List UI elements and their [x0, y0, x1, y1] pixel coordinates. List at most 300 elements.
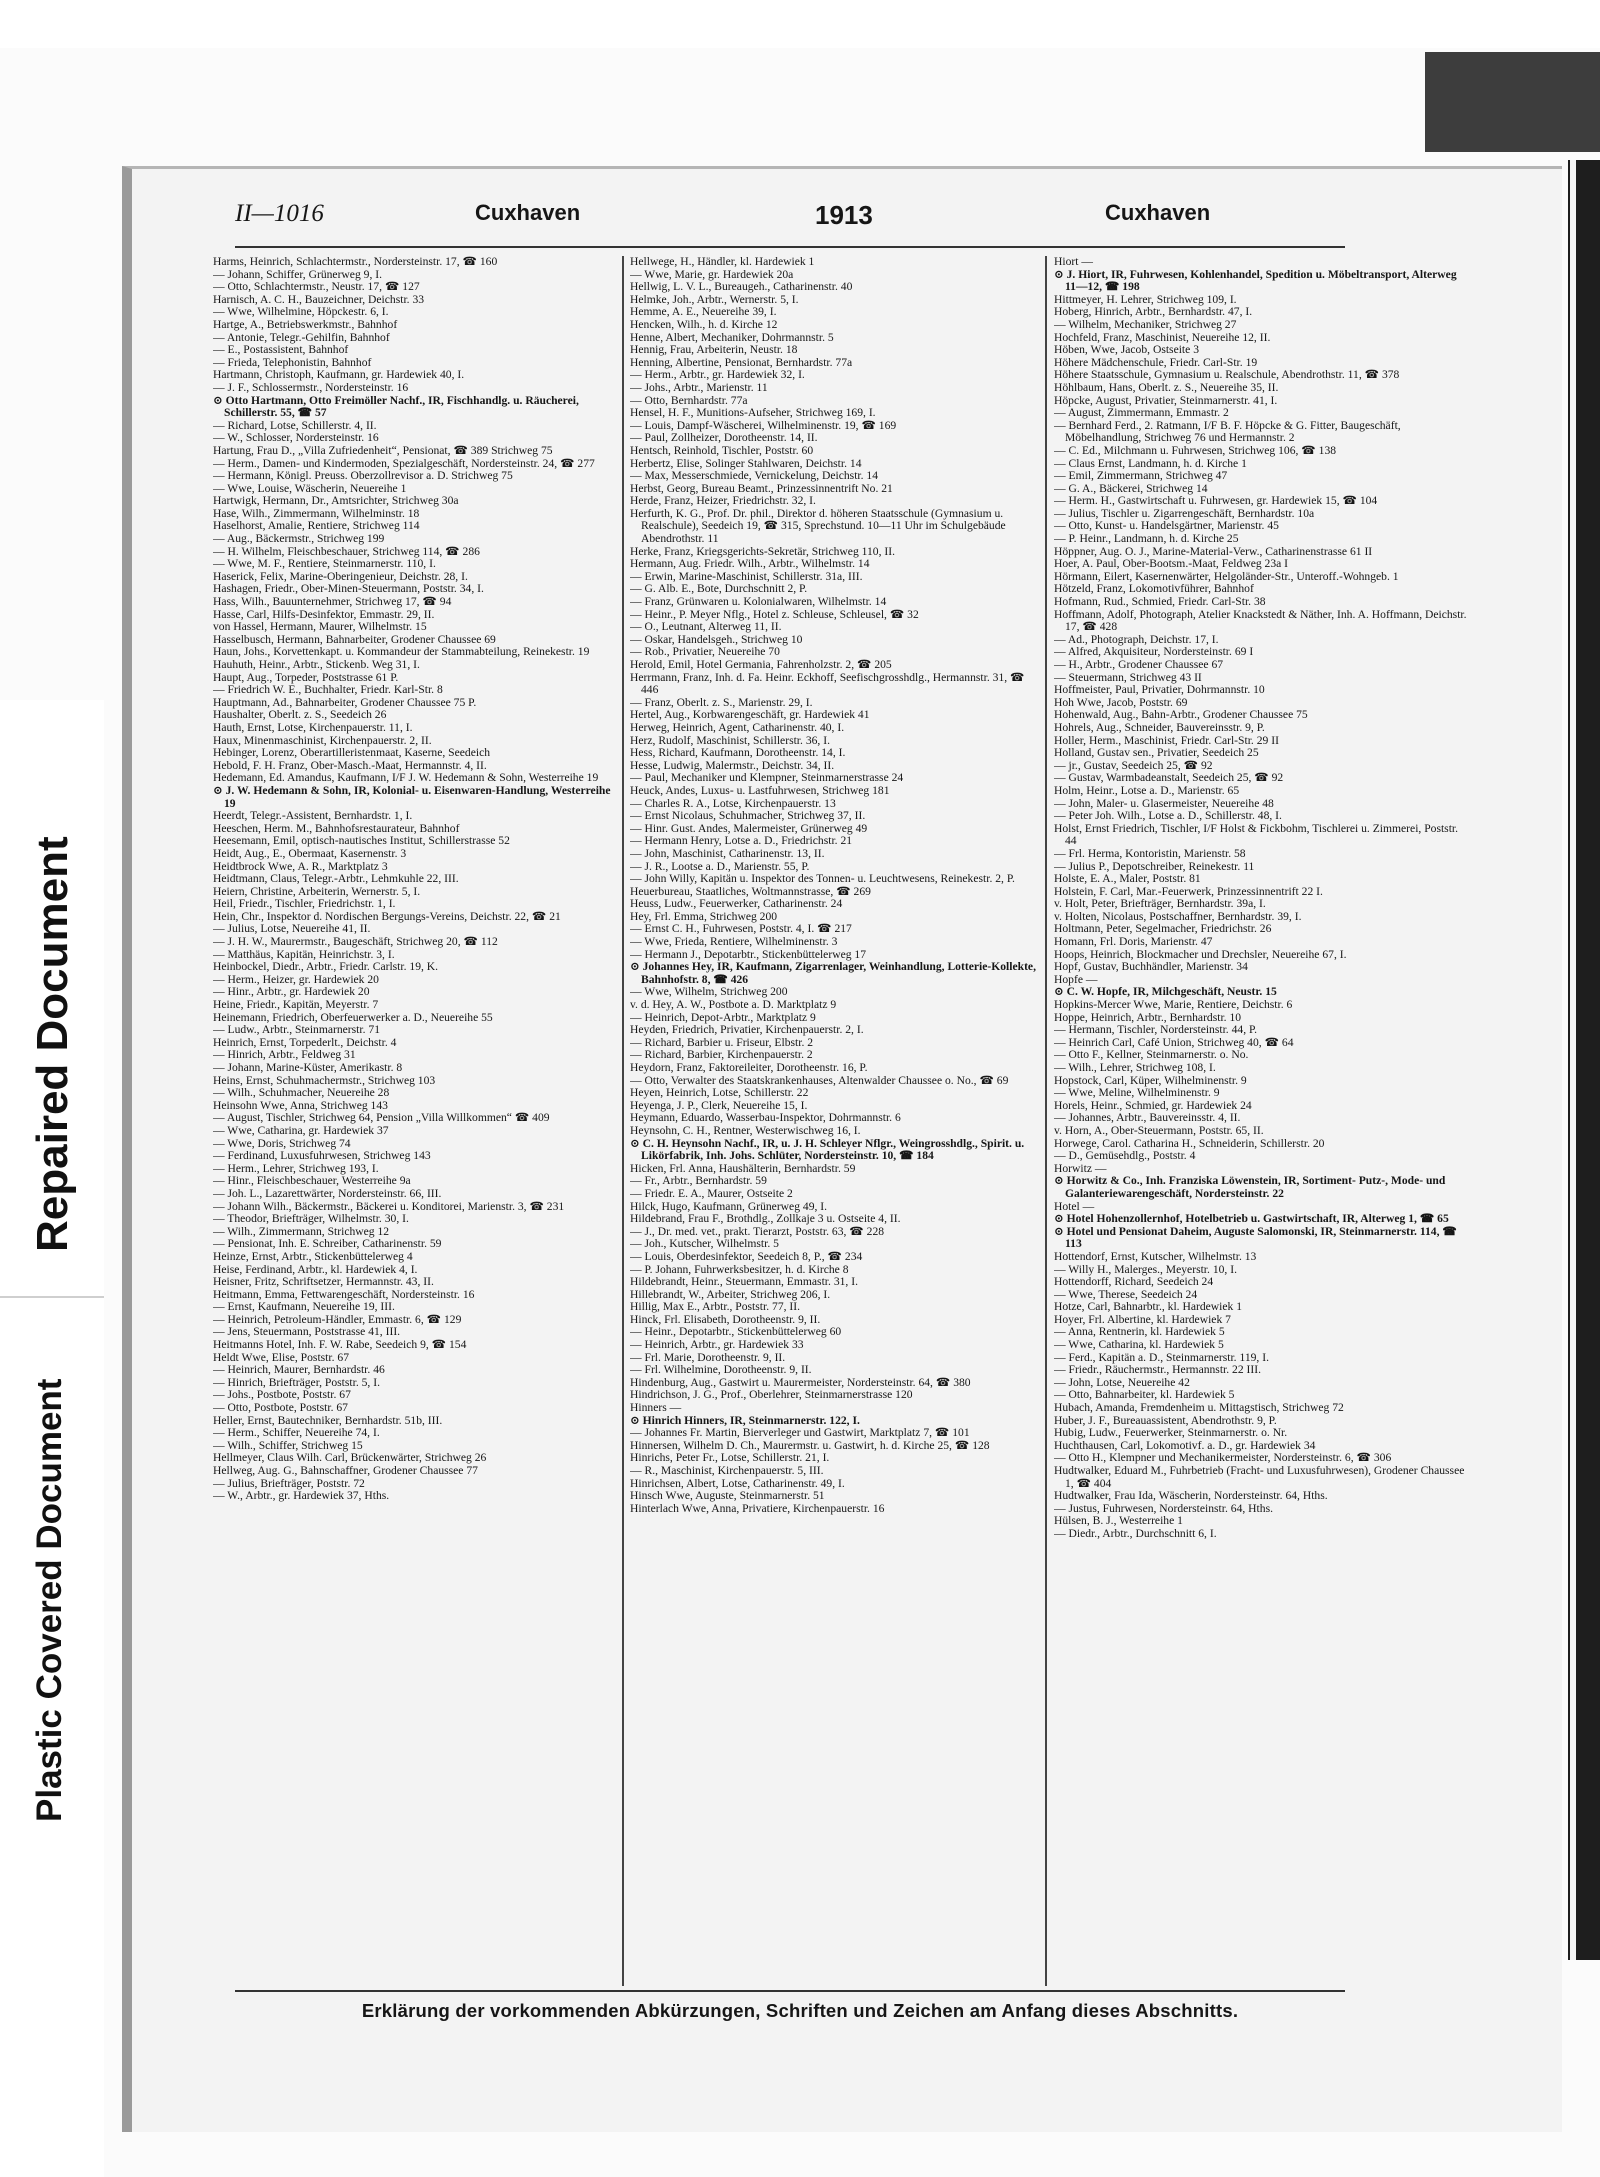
directory-entry: Haselhorst, Amalie, Rentiere, Strichweg 114 [213, 519, 420, 533]
directory-entry: Hörmann, Eilert, Kasernenwärter, Helgoländer-Str., Unteroff.-Wohngeb. 1 [1054, 569, 1399, 583]
directory-entry: — John, Maler- u. Glasermeister, Neuereihe 48 [1054, 796, 1274, 810]
directory-entry: Holler, Herm., Maschinist, Friedr. Carl-Str. 29 II [1054, 733, 1279, 747]
directory-entry: — Wilh., Schuhmacher, Neuereihe 28 [213, 1086, 390, 1100]
directory-entry: Herde, Franz, Heizer, Friedrichstr. 32, I. [630, 494, 816, 508]
directory-entry: Herz, Rudolf, Maschinist, Schillerstr. 36, I. [630, 733, 830, 747]
directory-entry: — Ernst Nicolaus, Schuhmacher, Strichweg 37, II. [630, 809, 866, 823]
directory-entry: — August, Tischler, Strichweg 64, Pension „Villa Willkommen“ ☎ 409 [213, 1111, 550, 1125]
directory-entry: — John, Lotse, Neuereihe 42 [1054, 1375, 1190, 1389]
page-gap [1570, 160, 1576, 1960]
directory-entry: Hiort — [1054, 256, 1093, 268]
directory-entry: — Oskar, Handelsgeh., Strichweg 10 [630, 632, 803, 646]
directory-entry: ⊙ C. W. Hopfe, IR, Milchgeschäft, Neustr. 15 [1054, 985, 1277, 999]
directory-entry: — Wwe, Meline, Wilhelminenstr. 9 [1054, 1086, 1220, 1100]
directory-entry: — Heinrich Carl, Café Union, Strichweg 40, ☎ 64 [1054, 1035, 1294, 1049]
directory-entry: Holste, E. A., Maler, Poststr. 81 [1054, 872, 1201, 886]
directory-entry: Hauhuth, Heinr., Arbtr., Stickenb. Weg 31, I. [213, 658, 420, 671]
directory-entry: Hess, Richard, Kaufmann, Dorotheenstr. 14, I. [630, 746, 846, 760]
directory-entry: Höpcke, August, Privatier, Steinmarnerstr. 41, I. [1054, 393, 1278, 407]
header-city-right: Cuxhaven [1105, 200, 1211, 225]
directory-entry: Huber, J. F., Bureauassistent, Abendrothstr. 9, P. [1054, 1413, 1277, 1427]
directory-entry: Hindrichson, J. G., Prof., Oberlehrer, Steinmarnerstrasse 120 [630, 1388, 913, 1402]
directory-entry: ⊙ J. Hiort, IR, Fuhrwesen, Kohlenhandel, Spedition u. Möbeltransport, Alterweg 11—12, ☎ 198 [1054, 267, 1457, 294]
directory-entry: — Herm., Arbtr., gr. Hardewiek 32, I. [630, 368, 805, 382]
directory-entry: Hasse, Carl, Hilfs-Desinfektor, Emmastr. 29, II. [213, 607, 435, 621]
directory-entry: — J. F., Schlossermstr., Nordersteinstr. 16 [213, 380, 409, 394]
directory-entry: — Wwe, Catharina, gr. Hardewiek 37 [213, 1123, 389, 1137]
directory-entry: — Franz, Oberlt. z. S., Marienstr. 29, I. [630, 695, 813, 709]
directory-entry: — Johs., Postbote, Poststr. 67 [213, 1388, 351, 1402]
directory-entry: — Heinrich, Arbtr., gr. Hardewiek 33 [630, 1338, 804, 1352]
directory-entry: Hellwege, H., Händler, kl. Hardewiek 1 [630, 256, 815, 268]
directory-entry: Heisner, Fritz, Schriftsetzer, Hermannstr. 43, II. [213, 1275, 434, 1289]
directory-entry: Harms, Heinrich, Schlachtermstr., Nordersteinstr. 17, ☎ 160 [213, 256, 498, 268]
directory-entry: — Max, Messerschmiede, Vernickelung, Deichstr. 14 [630, 469, 879, 483]
directory-entry: Heinze, Ernst, Arbtr., Stickenbüttelerweg 4 [213, 1249, 413, 1263]
directory-entry: Hoffmann, Adolf, Photograph, Atelier Knackstedt & Näther, Inh. A. Hoffmann, Deichstr. 17, ☎ 428 [1054, 607, 1467, 634]
directory-entry: Hildebrand, Frau F., Brothdlg., Zollkaje 3 u. Ostseite 4, II. [630, 1212, 901, 1226]
directory-entry: — Hermann Henry, Lotse a. D., Friedrichstr. 21 [630, 834, 853, 848]
directory-entry: — Otto, Bahnarbeiter, kl. Hardewiek 5 [1054, 1388, 1235, 1402]
directory-entry: Haushalter, Oberlt. z. S., Seedeich 26 [213, 708, 387, 722]
directory-entry: Hasselbusch, Hermann, Bahnarbeiter, Grodener Chaussee 69 [213, 632, 496, 646]
directory-entry: — John Willy, Kapitän u. Inspektor des Tonnen- u. Leuchtwesens, Reinekestr. 2, P. [630, 872, 1015, 886]
directory-entry: — P. Johann, Fuhrwerksbesitzer, h. d. Kirche 8 [630, 1262, 849, 1276]
directory-entry: Herold, Emil, Hotel Germania, Fahrenholzstr. 2, ☎ 205 [630, 658, 892, 671]
directory-entry: Herfurth, K. G., Prof. Dr. phil., Direktor d. höheren Staatsschule (Gymnasium u. Realschule), Seedeich 19, ☎ 315, Sprechstund. 10—11 Uhr im Schulgebäude Abendrothstr. 11 [630, 506, 1006, 546]
directory-entry: — Herm., Schiffer, Neuereihe 74, I. [213, 1426, 380, 1440]
directory-entry: Heldt Wwe, Elise, Poststr. 67 [213, 1350, 350, 1364]
directory-entry: — Erwin, Marine-Maschinist, Schillerstr. 31a, III. [630, 569, 863, 583]
directory-entry: Heyenga, J. P., Clerk, Neuereihe 15, I. [630, 1098, 808, 1112]
directory-entry: — Wwe, Marie, gr. Hardewiek 20a [630, 267, 794, 281]
directory-entry: Hillebrandt, W., Arbeiter, Strichweg 206, I. [630, 1287, 831, 1301]
directory-entry: — J. H. W., Maurermstr., Baugeschäft, Strichweg 20, ☎ 112 [213, 935, 498, 949]
directory-entry: ⊙ Horwitz & Co., Inh. Franziska Löwenstein, IR, Sortiment- Putz-, Mode- und Galanteriewarengeschäft, Nordersteinstr. 22 [1054, 1174, 1446, 1200]
directory-entry: Heinemann, Friedrich, Oberfeuerwerker a. D., Neuereihe 55 [213, 1010, 493, 1024]
directory-entry: — Julius, Briefträger, Poststr. 72 [213, 1476, 365, 1490]
directory-entry: — Hermann, Tischler, Nordersteinstr. 44, P. [1054, 1023, 1258, 1037]
directory-entry: — Ad., Photograph, Deichstr. 17, I. [1054, 632, 1219, 646]
directory-entry: — Friedr. E. A., Maurer, Ostseite 2 [630, 1186, 793, 1200]
header-rule [235, 246, 1345, 248]
directory-entry: Heller, Ernst, Bautechniker, Bernhardstr. 51b, III. [213, 1413, 443, 1427]
directory-entry: — G. A., Bäckerei, Strichweg 14 [1054, 481, 1208, 495]
directory-entry: — Peter Joh. Wilh., Lotse a. D., Schillerstr. 48, I. [1054, 809, 1282, 823]
directory-entry: — Theodor, Briefträger, Wilhelmstr. 30, I. [213, 1212, 409, 1226]
directory-entry: Hoops, Heinrich, Blockmacher und Drechsler, Neuereihe 67, I. [1054, 947, 1347, 961]
directory-entry: ⊙ J. W. Hedemann & Sohn, IR, Kolonial- u. Eisenwaren-Handlung, Westerreihe 19 [213, 783, 611, 810]
directory-entry: — Frl. Marie, Dorotheenstr. 9, II. [630, 1350, 786, 1364]
directory-entry: — J., Dr. med. vet., prakt. Tierarzt, Poststr. 63, ☎ 228 [630, 1224, 885, 1238]
directory-entry: Hebold, F. H. Franz, Ober-Masch.-Maat, Hermannstr. 4, II. [213, 758, 487, 772]
directory-entry: Herbertz, Elise, Solinger Stahlwaren, Deichstr. 14 [630, 456, 862, 470]
directory-entry: Heidtmann, Claus, Telegr.-Arbtr., Lehmkuhle 22, III. [213, 872, 459, 886]
directory-entry: — J. R., Lootse a. D., Marienstr. 55, P. [630, 859, 810, 873]
page-number: II—1016 [235, 200, 324, 227]
directory-entry: — Hinrich, Arbtr., Feldweg 31 [213, 1048, 356, 1062]
directory-entry: — Paul, Zollheizer, Dorotheenstr. 14, II. [630, 431, 818, 445]
directory-entry: Heinrich, Ernst, Torpederlt., Deichstr. 4 [213, 1035, 397, 1049]
directory-entry: — Frl. Herma, Kontoristin, Marienstr. 58 [1054, 846, 1246, 860]
column-divider [622, 256, 624, 1986]
directory-entry: — Wwe, Wilhelmine, Höpckestr. 6, I. [213, 305, 389, 319]
directory-entry: — Ernst C. H., Fuhrwesen, Poststr. 4, I. ☎ 217 [630, 922, 852, 936]
directory-entry: — Johannes Fr. Martin, Bierverleger und Gastwirt, Marktplatz 7, ☎ 101 [630, 1426, 970, 1440]
directory-entry: Hoppe, Heinrich, Arbtr., Bernhardstr. 10 [1054, 1010, 1242, 1024]
directory-entry: — Heinr., P. Meyer Nflg., Hotel z. Schleuse, Schleusel, ☎ 32 [630, 607, 919, 621]
directory-entry: Haserick, Felix, Marine-Oberingenieur, Deichstr. 28, I. [213, 569, 468, 583]
directory-entry: — Aug., Bäckermstr., Strichweg 199 [213, 532, 385, 546]
directory-entry: Hass, Wilh., Bauunternehmer, Strichweg 17, ☎ 94 [213, 595, 452, 609]
directory-entry: Hellmeyer, Claus Wilh. Carl, Brückenwärter, Strichweg 26 [213, 1451, 487, 1465]
directory-entry: Hicken, Frl. Anna, Haushälterin, Bernhardstr. 59 [630, 1161, 856, 1175]
directory-entry: von Hassel, Hermann, Maurer, Wilhelmstr. 15 [213, 620, 427, 634]
directory-entry: Hellweg, Aug. G., Bahnschaffner, Grodener Chaussee 77 [213, 1464, 478, 1477]
directory-entry: — Wilhelm, Mechaniker, Strichweg 27 [1054, 317, 1237, 331]
directory-entry: — Frl. Wilhelmine, Dorotheenstr. 9, II. [630, 1363, 812, 1377]
directory-entry: Hotel — [1054, 1199, 1095, 1213]
page-header [235, 200, 1335, 240]
scanner-shadow [1425, 52, 1600, 152]
directory-entry: Hoyer, Frl. Albertine, kl. Hardewiek 7 [1054, 1312, 1231, 1326]
directory-entry: — W., Schlosser, Nordersteinstr. 16 [213, 431, 379, 445]
directory-entry: Hittmeyer, H. Lehrer, Strichweg 109, I. [1054, 292, 1237, 306]
directory-entry: — Franz, Grünwaren u. Kolonialwaren, Wilhelmstr. 14 [630, 595, 887, 609]
directory-entry: Herbst, Georg, Bureau Beamt., Prinzessinnentrift No. 21 [630, 481, 893, 495]
directory-entry: — Antonie, Telegr.-Gehilfin, Bahnhof [213, 330, 390, 344]
directory-entry: — D., Gemüsehdlg., Poststr. 4 [1054, 1149, 1196, 1163]
directory-entry: — Ludw., Arbtr., Steinmarnerstr. 71 [213, 1023, 381, 1037]
directory-entry: Hotze, Carl, Bahnarbtr., kl. Hardewiek 1 [1054, 1300, 1243, 1314]
directory-entry: — Fr., Arbtr., Bernhardstr. 59 [630, 1174, 767, 1188]
directory-entry: — Ernst, Kaufmann, Neuereihe 19, III. [213, 1300, 395, 1314]
directory-entry: Hellwig, L. V. L., Bureaugeh., Catharinenstr. 40 [630, 280, 853, 294]
directory-entry: — Jens, Steuermann, Poststrasse 41, III. [213, 1325, 401, 1339]
directory-entry: Hertel, Aug., Korbwarengeschäft, gr. Hardewiek 41 [630, 708, 870, 722]
directory-entry: Horwitz — [1054, 1161, 1107, 1175]
directory-entry: — jr., Gustav, Seedeich 25, ☎ 92 [1054, 758, 1213, 772]
directory-entry: Hinterlach Wwe, Anna, Privatiere, Kirchenpauerstr. 16 [630, 1501, 885, 1515]
directory-entry: Hubach, Amanda, Fremdenheim u. Mittagstisch, Strichweg 72 [1054, 1401, 1344, 1415]
directory-entry: Hebinger, Lorenz, Oberartilleristenmaat, Kaserne, Seedeich [213, 746, 491, 760]
directory-entry: — Otto, Kunst- u. Handelsgärtner, Marienstr. 45 [1054, 519, 1279, 533]
directory-entry: — Wwe, Louise, Wäscherin, Neuereihe 1 [213, 481, 407, 495]
directory-entry: Heuerbureau, Staatliches, Woltmannstrasse, ☎ 269 [630, 884, 871, 898]
directory-entry: — P. Heinr., Landmann, h. d. Kirche 25 [1054, 532, 1239, 546]
directory-entry: Heinbockel, Diedr., Arbtr., Friedr. Carlstr. 19, K. [213, 960, 439, 974]
directory-entry: — Louis, Oberdesinfektor, Seedeich 8, P., ☎ 234 [630, 1249, 863, 1263]
directory-entry: — Paul, Mechaniker und Klempner, Steinmarnerstrasse 24 [630, 771, 904, 785]
directory-entry: — Emil, Zimmermann, Strichweg 47 [1054, 469, 1228, 483]
directory-entry: — Johannes, Arbtr., Bauvereinsstr. 4, II. [1054, 1111, 1241, 1125]
directory-entry: — Wwe, Therese, Seedeich 24 [1054, 1287, 1198, 1301]
directory-entry: Heyden, Friedrich, Privatier, Kirchenpauerstr. 2, I. [630, 1023, 864, 1037]
directory-entry: — Claus Ernst, Landmann, h. d. Kirche 1 [1054, 456, 1247, 470]
directory-entry: Hildebrandt, Heinr., Steuermann, Emmastr. 31, I. [630, 1275, 858, 1289]
directory-entry: Hudtwalker, Eduard M., Fuhrbetrieb (Fracht- und Luxusfuhrwesen), Grodener Chaussee 1, ☎ 404 [1054, 1464, 1465, 1490]
directory-entry: Hottendorf, Ernst, Kutscher, Wilhelmstr. 13 [1054, 1249, 1257, 1263]
directory-entry: Haun, Johs., Korvettenkapt. u. Kommandeur der Stammabteilung, Reinekestr. 19 [213, 645, 590, 659]
directory-entry: Hopf, Gustav, Buchhändler, Marienstr. 34 [1054, 960, 1248, 974]
directory-entry: Hindenburg, Aug., Gastwirt u. Maurermeister, Nordersteinstr. 64, ☎ 380 [630, 1375, 971, 1389]
directory-entry: — Wwe, Catharina, kl. Hardewiek 5 [1054, 1338, 1224, 1352]
directory-entry: Hartge, A., Betriebswerkmstr., Bahnhof [213, 317, 398, 331]
directory-entry: ⊙ Hotel Hohenzollernhof, Hotelbetrieb u. Gastwirtschaft, IR, Alterweg 1, ☎ 65 [1054, 1212, 1449, 1226]
header-year: 1913 [815, 200, 873, 230]
directory-entry: Heidt, Aug., E., Obermaat, Kasernenstr. 3 [213, 846, 407, 860]
directory-entry: Hoer, A. Paul, Ober-Bootsm.-Maat, Feldweg 23a I [1054, 557, 1289, 571]
directory-entry: Hudtwalker, Frau Ida, Wäscherin, Nordersteinstr. 64, Hths. [1054, 1489, 1328, 1503]
directory-entry: — Otto H., Klempner und Mechanikermeister, Nordersteinstr. 6, ☎ 306 [1054, 1451, 1392, 1465]
directory-entry: — W., Arbtr., gr. Hardewiek 37, Hths. [213, 1489, 390, 1503]
directory-entry: — G. Alb. E., Bote, Durchschnitt 2, P. [630, 582, 808, 596]
directory-entry: — Hinr., Fleischbeschauer, Westerreihe 9a [213, 1174, 411, 1188]
directory-entry: Hesse, Ludwig, Malermstr., Deichstr. 34, II. [630, 758, 835, 772]
directory-entry: — Otto, Bernhardstr. 77a [630, 393, 748, 407]
directory-entry: Hensel, H. F., Munitions-Aufseher, Strichweg 169, I. [630, 406, 876, 420]
directory-entry: Heine, Friedr., Kapitän, Meyerstr. 7 [213, 998, 379, 1012]
directory-entry: Hinrichsen, Albert, Lotse, Catharinenstr. 49, I. [630, 1476, 845, 1490]
directory-entry: Horels, Heinr., Schmied, gr. Hardewiek 24 [1054, 1098, 1252, 1112]
directory-entry: — Johann, Marine-Küster, Amerikastr. 8 [213, 1061, 403, 1074]
directory-entry: Holland, Gustav sen., Privatier, Seedeich 25 [1054, 746, 1259, 760]
directory-entry: Helmke, Joh., Arbtr., Wernerstr. 5, I. [630, 292, 799, 306]
directory-entry: Haupt, Aug., Torpeder, Poststrasse 61 P. [213, 670, 399, 684]
directory-entry: Hinck, Frl. Elisabeth, Dorotheenstr. 9, II. [630, 1312, 821, 1326]
directory-entry: Hülsen, B. J., Westerreihe 1 [1054, 1514, 1183, 1528]
directory-entry: Haux, Minenmaschinist, Kirchenpauerstr. 2, II. [213, 733, 432, 747]
directory-entry: — Wwe, Frieda, Rentiere, Wilhelminenstr. 3 [630, 935, 838, 949]
directory-entry: — O., Leutnant, Alterweg 11, II. [630, 620, 782, 634]
directory-entry: — August, Zimmermann, Emmastr. 2 [1054, 406, 1229, 420]
directory-entry: Hilck, Hugo, Kaufmann, Grünerweg 49, I. [630, 1199, 828, 1213]
directory-entry: Hedemann, Ed. Amandus, Kaufmann, I/F J. W. Hedemann & Sohn, Westerreihe 19 [213, 771, 599, 785]
directory-entry: — C. Ed., Milchmann u. Fuhrwesen, Strichweg 106, ☎ 138 [1054, 443, 1337, 457]
directory-entry: — H., Arbtr., Grodener Chaussee 67 [1054, 658, 1224, 671]
directory-entry: — Johann Wilh., Bäckermstr., Bäckerei u. Konditorei, Marienstr. 3, ☎ 231 [213, 1199, 565, 1213]
directory-entry: Höben, Wwe, Jacob, Ostseite 3 [1054, 343, 1199, 357]
directory-entry: — Frieda, Telephonistin, Bahnhof [213, 355, 372, 369]
directory-entry: — Otto, Postbote, Poststr. 67 [213, 1401, 348, 1415]
directory-entry: Herke, Franz, Kriegsgerichts-Sekretär, Strichweg 110, II. [630, 544, 896, 558]
directory-entry: Heymann, Eduardo, Wasserbau-Inspektor, Dohrmannstr. 6 [630, 1111, 901, 1125]
directory-entry: v. Holt, Peter, Briefträger, Bernhardstr. 39a, I. [1054, 897, 1266, 911]
directory-entry: ⊙ Johannes Hey, IR, Kaufmann, Zigarrenlager, Weinhandlung, Lotterie-Kollekte, Bahnhofstr. 8, ☎ 426 [630, 960, 1036, 986]
directory-entry: — John, Maschinist, Catharinenstr. 13, II. [630, 846, 825, 860]
directory-entry: ⊙ Hotel und Pensionat Daheim, Auguste Salomonski, IR, Steinmarnerstr. 114, ☎ 113 [1054, 1224, 1457, 1251]
directory-entry: Hubig, Ludw., Feuerwerker, Steinmarnerstr. o. Nr. [1054, 1426, 1288, 1440]
directory-entry: Hey, Frl. Emma, Strichweg 200 [630, 909, 778, 923]
directory-entry: ⊙ C. H. Heynsohn Nachf., IR, u. J. H. Schleyer Nflgr., Weingrosshdlg., Spirit. u. Likörfabrik, Inh. Johs. Schlüter, Nordersteinstr. 10, ☎ 184 [630, 1136, 1025, 1163]
directory-entry: — Willy H., Malerges., Meyerstr. 10, I. [1054, 1262, 1237, 1276]
directory-entry: Heesemann, Emil, optisch-nautisches Institut, Schillerstrasse 52 [213, 834, 510, 848]
directory-entry: — Herm. H., Gastwirtschaft u. Fuhrwesen, gr. Hardewiek 15, ☎ 104 [1054, 494, 1378, 508]
directory-entry: Hoberg, Hinrich, Arbtr., Bernhardstr. 47, I. [1054, 305, 1253, 319]
directory-entry: — Johs., Arbtr., Marienstr. 11 [630, 380, 768, 394]
directory-entry: — Joh. L., Lazarettwärter, Nordersteinstr. 66, III. [213, 1186, 442, 1200]
directory-entry: — Louis, Dampf-Wäscherei, Wilhelminenstr. 19, ☎ 169 [630, 418, 897, 432]
directory-entry: — Wwe, Wilhelm, Strichweg 200 [630, 985, 788, 999]
directory-entry: — Matthäus, Kapitän, Heinrichstr. 3, I. [213, 947, 395, 961]
header-city-left: Cuxhaven [475, 200, 581, 225]
directory-entry: Huchthausen, Carl, Lokomotivf. a. D., gr. Hardewiek 34 [1054, 1438, 1316, 1452]
directory-entry: — Hinrich, Briefträger, Poststr. 5, I. [213, 1375, 380, 1389]
directory-entry: Hinrichs, Peter Fr., Lotse, Schillerstr. 21, I. [630, 1451, 830, 1465]
directory-entry: — Friedrich W. E., Buchhalter, Friedr. Karl-Str. 8 [213, 683, 443, 697]
directory-entry: v. Holten, Nicolaus, Postschaffner, Bernhardstr. 39, I. [1054, 909, 1302, 923]
directory-entry: Heeschen, Herm. M., Bahnhofsrestaurateur, Bahnhof [213, 821, 460, 835]
directory-entry: Holstein, F. Carl, Mar.-Feuerwerk, Prinzessinnentrift 22 I. [1054, 884, 1323, 898]
directory-entry: — Joh., Kutscher, Wilhelmstr. 5 [630, 1237, 779, 1251]
directory-entry: — Richard, Barbier, Kirchenpauerstr. 2 [630, 1048, 813, 1062]
directory-entry: Heuck, Andes, Luxus- u. Lastfuhrwesen, Strichweg 181 [630, 783, 890, 797]
directory-entry: Hentsch, Reinhold, Tischler, Poststr. 60 [630, 443, 814, 457]
directory-entry: — Julius, Tischler u. Zigarrengeschäft, Bernhardstr. 10a [1054, 506, 1315, 520]
directory-entry: Heitmanns Hotel, Inh. F. W. Rabe, Seedeich 9, ☎ 154 [213, 1338, 467, 1352]
directory-entry: Höhere Mädchenschule, Friedr. Carl-Str. 19 [1054, 355, 1258, 369]
directory-entry: — Otto F., Kellner, Steinmarnerstr. o. No. [1054, 1048, 1249, 1062]
directory-entry: Holm, Heinr., Lotse a. D., Marienstr. 65 [1054, 783, 1240, 797]
directory-entry: Henne, Albert, Mechaniker, Dohrmannstr. 5 [630, 330, 834, 344]
directory-entry: — Julius, Lotse, Neuereihe 41, II. [213, 922, 371, 936]
repaired-document-label: Repaired Document [28, 836, 77, 1252]
directory-entry: — Johann, Schiffer, Grünerweg 9, I. [213, 267, 382, 281]
directory-entry: Hartmann, Christoph, Kaufmann, gr. Hardewiek 40, I. [213, 368, 465, 382]
directory-entry: Holst, Ernst Friedrich, Tischler, I/F Holst & Fickbohm, Tischlerei u. Zimmerei, Poststr. 44 [1054, 821, 1459, 848]
directory-entry: Hauptmann, Ad., Bahnarbeiter, Grodener Chaussee 75 P. [213, 695, 477, 709]
directory-entry: — Wwe, M. F., Rentiere, Steinmarnerstr. 110, I. [213, 557, 436, 571]
directory-entry: — Ferd., Kapitän a. D., Steinmarnerstr. 119, I. [1054, 1350, 1269, 1364]
directory-entry: Hashagen, Friedr., Ober-Minen-Steuermann, Poststr. 34, I. [213, 582, 484, 596]
directory-entry: Hohrels, Aug., Schneider, Bauvereinsstr. 9, P. [1054, 720, 1265, 734]
directory-entry: — Hermann, Königl. Preuss. Oberzollrevisor a. D. Strichweg 75 [213, 469, 513, 483]
directory-entry: — E., Postassistent, Bahnhof [213, 343, 349, 357]
directory-entry: — H. Wilhelm, Fleischbeschauer, Strichweg 114, ☎ 286 [213, 544, 480, 558]
directory-entry: — Otto, Verwalter des Staatskrankenhauses, Altenwalder Chaussee o. No., ☎ 69 [630, 1073, 1009, 1087]
directory-entry: Hopstock, Carl, Küper, Wilhelminenstr. 9 [1054, 1073, 1247, 1087]
directory-entry: Horwege, Carol. Catharina H., Schneiderin, Schillerstr. 20 [1054, 1136, 1325, 1150]
directory-entry: ⊙ Hinrich Hinners, IR, Steinmarnerstr. 122, I. [630, 1413, 860, 1427]
directory-entry: Hein, Chr., Inspektor d. Nordischen Bergungs-Vereins, Deichstr. 22, ☎ 21 [213, 909, 561, 923]
directory-entry: Hase, Wilh., Zimmermann, Wilhelminstr. 18 [213, 506, 420, 520]
directory-entry: Hoffmeister, Paul, Privatier, Dohrmannstr. 10 [1054, 683, 1265, 697]
directory-entry: — Anna, Rentnerin, kl. Hardewiek 5 [1054, 1325, 1225, 1339]
directory-entry: — Bernhard Ferd., 2. Ratmann, I/F B. F. Höpcke & G. Fitter, Baugeschäft, Möbelhandlung, Strichweg 76 und Hermannstr. 2 [1054, 418, 1401, 445]
directory-entry: Heuss, Ludw., Feuerwerker, Catharinenstr. 24 [630, 897, 843, 911]
directory-entry: Heyen, Heinrich, Lotse, Schillerstr. 22 [630, 1086, 809, 1100]
directory-entry: Heidtbrock Wwe, A. R., Marktplatz 3 [213, 859, 388, 873]
directory-entry: Heinsohn Wwe, Anna, Strichweg 143 [213, 1098, 388, 1112]
directory-entry: — Herm., Damen- und Kindermoden, Spezialgeschäft, Nordersteinstr. 24, ☎ 277 [213, 456, 595, 470]
directory-entry: — Heinrich, Maurer, Bernhardstr. 46 [213, 1363, 385, 1377]
directory-entry: Heynsohn, C. H., Rentner, Westerwischweg 16, I. [630, 1123, 861, 1137]
directory-entry: Herweg, Heinrich, Agent, Catharinenstr. 40, I. [630, 720, 845, 734]
directory-entry: — Pensionat, Inh. E. Schreiber, Catharinenstr. 59 [213, 1237, 442, 1251]
directory-entry: Hohenwald, Aug., Bahn-Arbtr., Grodener Chaussee 75 [1054, 708, 1308, 722]
directory-entry: Hauth, Ernst, Lotse, Kirchenpauerstr. 11, I. [213, 720, 413, 734]
directory-entry: Heerdt, Telegr.-Assistent, Bernhardstr. 1, I. [213, 809, 413, 823]
footer-note: Erklärung der vorkommenden Abkürzungen, Schriften und Zeichen am Anfang dieses Abschnitts. [361, 2000, 1239, 2021]
directory-entry: — Richard, Barbier u. Friseur, Elbstr. 2 [630, 1035, 814, 1049]
directory-entry: Höppner, Aug. O. J., Marine-Material-Verw., Catharinenstrasse 61 II [1054, 544, 1373, 558]
directory-entry: — Hinr., Arbtr., gr. Hardewiek 20 [213, 985, 370, 999]
directory-entry: Henning, Albertine, Pensionat, Bernhardstr. 77a [630, 355, 853, 369]
directory-entry: Heiern, Christine, Arbeiterin, Wernerstr. 5, I. [213, 884, 421, 898]
directory-entry: — Julius P., Depotschreiber, Reinekestr. 11 [1054, 859, 1255, 873]
directory-entry: — Wilh., Zimmermann, Strichweg 12 [213, 1224, 390, 1238]
directory-column-3 [1054, 256, 1469, 1986]
directory-entry: v. Horn, A., Ober-Steuermann, Poststr. 65, II. [1054, 1123, 1264, 1137]
plastic-covered-document-label: Plastic Covered Document [30, 1378, 69, 1822]
directory-entry: Hennig, Frau, Arbeiterin, Neustr. 18 [630, 343, 798, 357]
directory-entry: Hinnersen, Wilhelm D. Ch., Maurermstr. u. Gastwirt, h. d. Kirche 25, ☎ 128 [630, 1438, 990, 1452]
directory-entry: Homann, Frl. Doris, Marienstr. 47 [1054, 935, 1213, 949]
directory-entry: — Hermann J., Depotarbtr., Stickenbüttelerweg 17 [630, 947, 867, 961]
directory-column-1 [213, 256, 618, 1986]
directory-entry: Höhere Staatsschule, Gymnasium u. Realschule, Abendrothstr. 11, ☎ 378 [1054, 368, 1400, 382]
directory-entry: Hötzeld, Franz, Lokomotivführer, Bahnhof [1054, 582, 1254, 596]
directory-entry: Hottendorff, Richard, Seedeich 24 [1054, 1275, 1214, 1289]
directory-entry: — Herm., Lehrer, Strichweg 193, I. [213, 1161, 379, 1175]
side-label-divider [0, 1296, 104, 1298]
directory-entry: Herrmann, Franz, Inh. d. Fa. Heinr. Eckhoff, Seefischgrosshdlg., Hermannstr. 31, ☎ 446 [630, 670, 1025, 697]
column-divider [1045, 256, 1047, 1986]
directory-entry: Hencken, Wilh., h. d. Kirche 12 [630, 317, 778, 331]
directory-entry: — Justus, Fuhrwesen, Nordersteinstr. 64, Hths. [1054, 1501, 1273, 1515]
directory-entry: Heitmann, Emma, Fettwarengeschäft, Nordersteinstr. 16 [213, 1287, 475, 1301]
directory-entry: Heise, Ferdinand, Arbtr., kl. Hardewiek 4, I. [213, 1262, 418, 1276]
directory-entry: Hinners — [630, 1401, 682, 1415]
directory-entry: Hillig, Max E., Arbtr., Poststr. 77, II. [630, 1300, 801, 1314]
directory-entry: — Richard, Lotse, Schillerstr. 4, II. [213, 418, 377, 432]
directory-entry: Hopkins-Mercer Wwe, Marie, Rentiere, Deichstr. 6 [1054, 998, 1293, 1012]
directory-entry: Hartwigk, Hermann, Dr., Amtsrichter, Strichweg 30a [213, 494, 459, 508]
directory-entry: Heil, Friedr., Tischler, Friedrichstr. 1, I. [213, 897, 396, 911]
directory-entry: Holtmann, Peter, Segelmacher, Friedrichstr. 26 [1054, 922, 1272, 936]
directory-entry: — Heinrich, Depot-Arbtr., Marktplatz 9 [630, 1010, 816, 1024]
directory-entry: — Alfred, Akquisiteur, Nordersteinstr. 69 I [1054, 645, 1254, 659]
directory-entry: Hopfe — [1054, 972, 1098, 986]
directory-entry: — Heinr., Depotarbtr., Stickenbüttelerweg 60 [630, 1325, 842, 1339]
directory-entry: — R., Maschinist, Kirchenpauerstr. 5, III. [630, 1464, 824, 1477]
directory-entry: — Hinr. Gust. Andes, Malermeister, Grünerweg 49 [630, 821, 868, 835]
directory-entry: Hoh Wwe, Jacob, Poststr. 69 [1054, 695, 1188, 709]
directory-entry: Hofmann, Rud., Schmied, Friedr. Carl-Str. 38 [1054, 595, 1266, 609]
directory-entry: — Wwe, Doris, Strichweg 74 [213, 1136, 351, 1150]
directory-entry: — Otto, Schlachtermstr., Neustr. 17, ☎ 127 [213, 280, 420, 294]
directory-entry: — Steuermann, Strichweg 43 II [1054, 670, 1202, 684]
directory-entry: Heins, Ernst, Schuhmachermstr., Strichweg 103 [213, 1073, 436, 1087]
directory-entry: — Charles R. A., Lotse, Kirchenpauerstr. 13 [630, 796, 836, 810]
directory-entry: Hartung, Frau D., „Villa Zufriedenheit“, Pensionat, ☎ 389 Strichweg 75 [213, 443, 553, 457]
directory-entry: — Herm., Heizer, gr. Hardewiek 20 [213, 972, 379, 986]
directory-entry: Hermann, Aug. Friedr. Wilh., Arbtr., Wilhelmstr. 14 [630, 557, 870, 571]
directory-entry: — Heinrich, Petroleum-Händler, Emmastr. 6, ☎ 129 [213, 1312, 462, 1326]
directory-entry: — Wilh., Lehrer, Strichweg 108, I. [1054, 1061, 1216, 1074]
directory-entry: — Diedr., Arbtr., Durchschnitt 6, I. [1054, 1526, 1217, 1540]
directory-entry: — Ferdinand, Luxusfuhrwesen, Strichweg 143 [213, 1149, 431, 1163]
directory-entry: — Friedr., Räuchermstr., Hermannstr. 22 III. [1054, 1363, 1262, 1377]
directory-entry: — Rob., Privatier, Neuereihe 70 [630, 645, 780, 659]
directory-column-2 [630, 256, 1038, 1986]
directory-entry: Hemme, A. E., Neuereihe 39, I. [630, 305, 777, 319]
directory-entry: Hinsch Wwe, Auguste, Steinmarnerstr. 51 [630, 1489, 825, 1503]
directory-entry: — Gustav, Warmbadeanstalt, Seedeich 25, ☎ 92 [1054, 771, 1284, 785]
directory-entry: v. d. Hey, A. W., Postbote a. D. Marktplatz 9 [630, 998, 837, 1012]
footer-rule [235, 1990, 1345, 1992]
directory-entry: ⊙ Otto Hartmann, Otto Freimöller Nachf., IR, Fischhandlg. u. Räucherei, Schillerstr. 55, ☎ 57 [213, 393, 579, 420]
